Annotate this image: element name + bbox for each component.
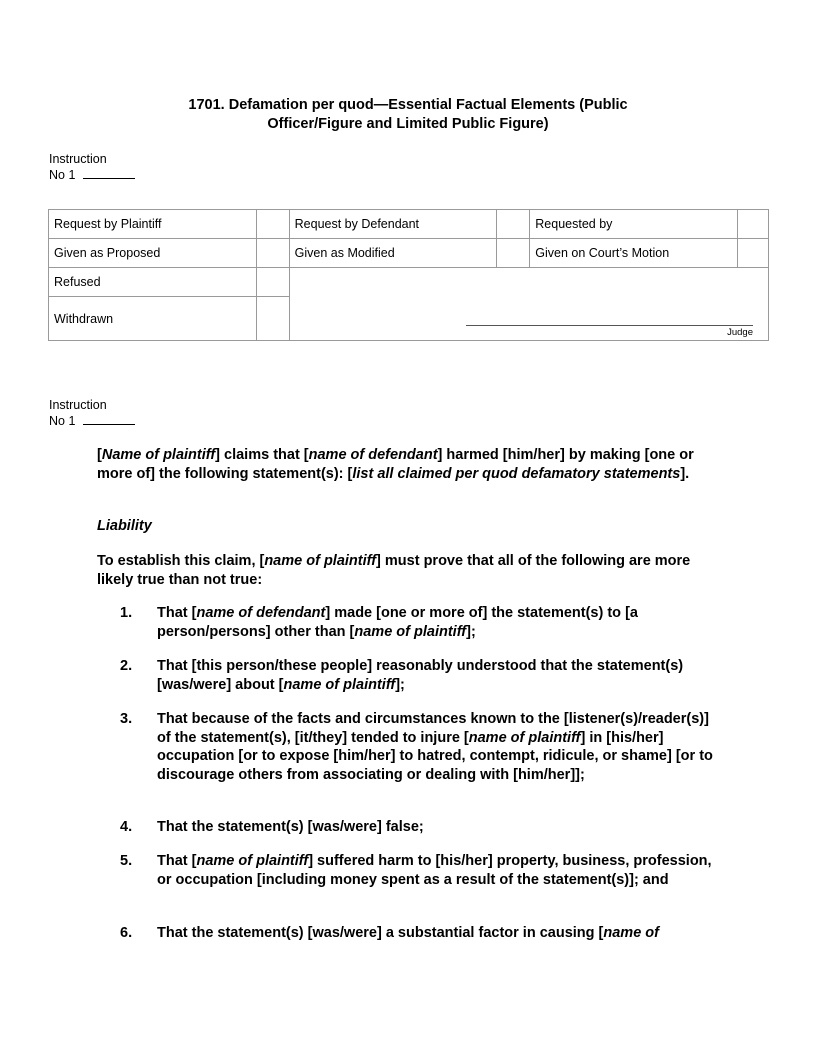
placeholder-name-of-plaintiff: Name of plaintiff [101,447,216,463]
placeholder-list-statements: list all claimed per quod defamatory statements [352,465,681,482]
given-as-proposed-label: Given as Proposed [49,239,257,268]
element-text: That because of the facts and circumstances known to the [listener(s)/reader(s)] of the statement(s), [it/they] tended to injure [name of plaintiff] in [his/her] occupation [or to expose [him/her] to hatred, contempt, ridicule, or shame] [or to discourage others from associating or dealing with [him/her]]; [157,711,713,783]
element-number: 3. [120,711,133,727]
instruction-no-label: No 1 [49,414,76,428]
element-text: That the statement(s) [was/were] false; [157,819,424,835]
element-text: That [name of plaintiff] suffered harm to [his/her] property, business, profession, or occupation [including money spent as a result of the statement(s)]; and [157,853,712,888]
refused-checkbox[interactable] [256,268,289,297]
instruction-number-block-2 [49,398,135,429]
given-as-modified-checkbox[interactable] [497,239,530,268]
judge-label: Judge [727,327,753,338]
requested-by-label: Requested by [530,210,738,239]
instruction-number-block-1 [49,152,135,183]
element-number: 1. [120,605,133,621]
request-by-plaintiff-label: Request by Plaintiff [49,210,257,239]
element-number: 2. [120,658,133,674]
title-line-2: Officer/Figure and Limited Public Figure) [267,116,549,132]
given-on-courts-motion-checkbox[interactable] [737,239,768,268]
placeholder-name-of-defendant: name of defendant [308,447,438,463]
given-as-proposed-checkbox[interactable] [256,239,289,268]
instruction-label: Instruction [49,398,107,412]
request-by-defendant-label: Request by Defendant [289,210,497,239]
title-line-1: 1701. Defamation per quod—Essential Factual Elements (Public [188,97,628,113]
liability-heading: Liability [97,518,152,534]
placeholder-name-of-plaintiff: name of plaintiff [264,553,377,569]
element-number: 6. [120,925,133,941]
instruction-number-blank[interactable] [83,167,135,179]
refused-label: Refused [49,268,257,297]
judge-signature-line[interactable] [466,325,753,326]
instruction-label: Instruction [49,152,107,166]
element-text: That [this person/these people] reasonably understood that the statement(s) [was/were] about [name of plaintiff]; [157,658,684,693]
request-by-defendant-checkbox[interactable] [497,210,530,239]
element-number: 5. [120,853,133,869]
withdrawn-label: Withdrawn [49,297,257,341]
element-number: 4. [120,819,133,835]
request-by-plaintiff-checkbox[interactable] [256,210,289,239]
burden-paragraph: To establish this claim, [name of plaintiff] must prove that all of the following are more likely true than not true: [97,553,691,588]
given-as-modified-label: Given as Modified [289,239,497,268]
instruction-no-label: No 1 [49,168,76,182]
withdrawn-checkbox[interactable] [256,297,289,341]
request-disposition-table [48,209,769,341]
instruction-number-blank[interactable] [83,413,135,425]
judge-signature-cell [289,268,768,341]
element-text: That the statement(s) [was/were] a substantial factor in causing [name of [157,925,659,941]
given-on-courts-motion-label: Given on Court’s Motion [530,239,738,268]
instruction-title [0,96,816,134]
element-text: That [name of defendant] made [one or more of] the statement(s) to [a person/persons] other than [name of plaintiff]; [157,605,638,640]
intro-paragraph: [Name of plaintiff] claims that [name of defendant] harmed [him/her] by making [one or more of] the following statement(s): [list all claimed per quod defamatory statements]. [97,447,694,482]
requested-by-checkbox[interactable] [737,210,768,239]
